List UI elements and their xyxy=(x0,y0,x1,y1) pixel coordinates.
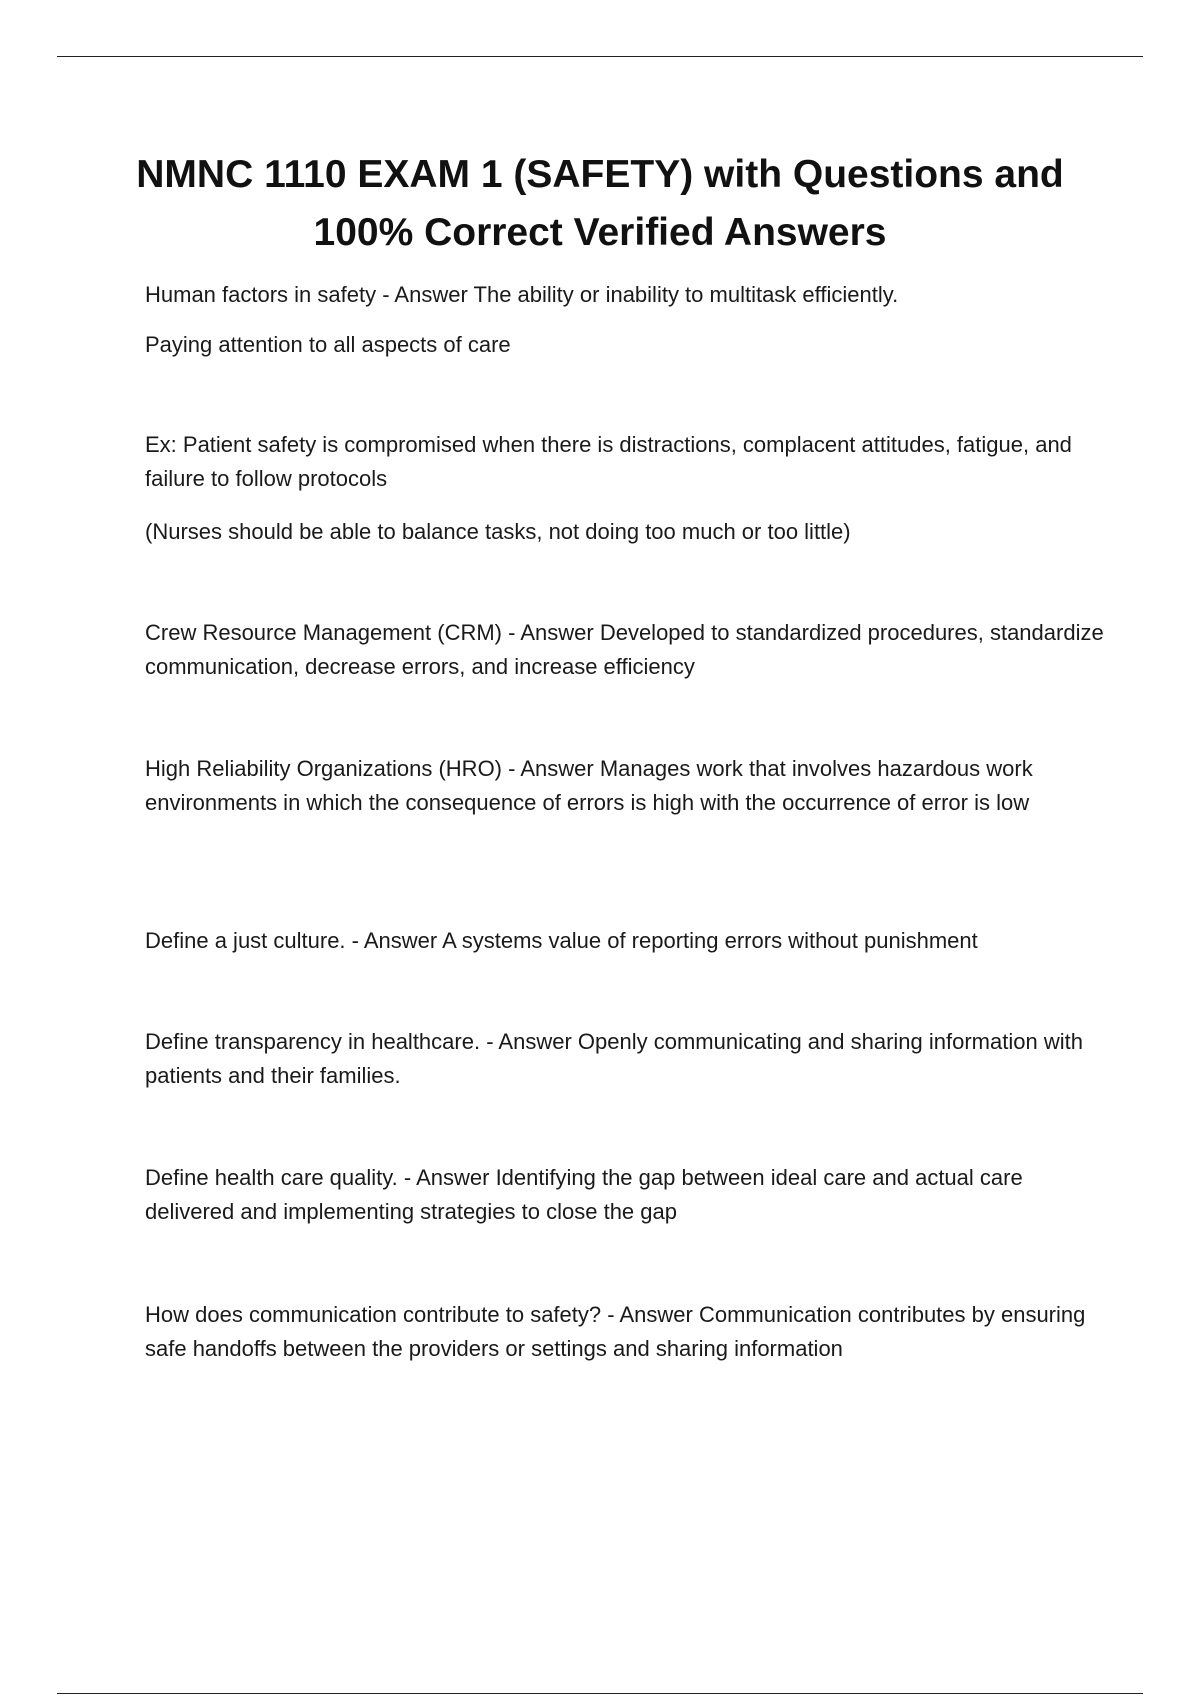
qa-answer: Communication contributes by ensuring safe handoffs between the providers or settings and sharing information xyxy=(145,1302,1086,1361)
qa-question: Crew Resource Management (CRM) - Answer xyxy=(145,620,594,645)
qa-item-transparency xyxy=(145,1025,1105,1093)
qa-question: Define health care quality. - Answer xyxy=(145,1165,490,1190)
header-rule xyxy=(57,56,1143,57)
qa-item-just-culture xyxy=(145,924,1105,958)
qa-note: Paying attention to all aspects of care xyxy=(145,332,511,357)
qa-answer: Manages work that involves hazardous work environments in which the consequence of errors is high with the occurrence of error is low xyxy=(145,756,1033,815)
qa-note: (Nurses should be able to balance tasks, not doing too much or too little) xyxy=(145,519,851,544)
qa-question: High Reliability Organizations (HRO) - Answer xyxy=(145,756,594,781)
qa-item-communication xyxy=(145,1298,1105,1366)
qa-answer: Openly communicating and sharing information with patients and their families. xyxy=(145,1029,1083,1088)
qa-item-health-care-quality xyxy=(145,1161,1105,1229)
qa-question: Define a just culture. - Answer xyxy=(145,928,438,953)
qa-question: Define transparency in healthcare. - Answer xyxy=(145,1029,572,1054)
qa-item-crm xyxy=(145,616,1105,684)
footer-rule xyxy=(57,1693,1143,1694)
document-title: NMNC 1110 EXAM 1 (SAFETY) with Questions and 100% Correct Verified Answers xyxy=(136,153,1064,254)
qa-item-hro xyxy=(145,752,1105,820)
qa-answer: Identifying the gap between ideal care and actual care delivered and implementing strategies to close the gap xyxy=(145,1165,1023,1224)
qa-answer: Developed to standardized procedures, standardize communication, decrease errors, and increase efficiency xyxy=(145,620,1104,679)
qa-answer: The ability or inability to multitask efficiently. xyxy=(473,282,899,307)
qa-question: Human factors in safety - Answer xyxy=(145,282,468,307)
qa-item-human-factors xyxy=(145,278,1105,312)
qa-note: Ex: Patient safety is compromised when there is distractions, complacent attitudes, fatigue, and failure to follow protocols xyxy=(145,432,1072,491)
qa-answer: A systems value of reporting errors without punishment xyxy=(442,928,978,953)
qa-question: How does communication contribute to safety? - Answer xyxy=(145,1302,693,1327)
